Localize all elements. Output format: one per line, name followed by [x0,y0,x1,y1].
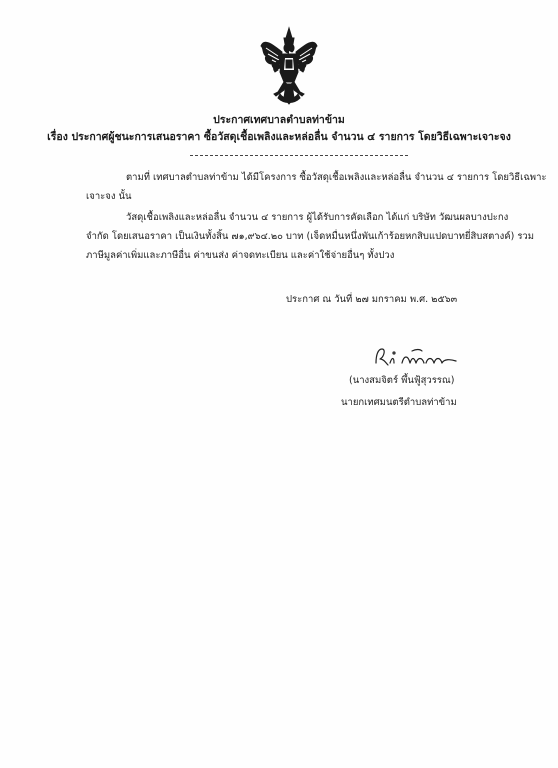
garuda-emblem-icon [260,26,318,106]
signer-name: (นางสมจิตร์ พึ้นฟู้สุวรรณ) [349,375,455,386]
document-subject: เรื่อง ประกาศผู้ชนะการเสนอราคา ซื้อวัสดุเชื้อเพลิงและหล่อลื่น จำนวน ๔ รายการ โดยวิธีเฉพาะเจาะจง [47,131,511,143]
paragraph-2-line-1: วัสดุเชื้อเพลิงและหล่อลื่น จำนวน ๔ รายการ ผู้ได้รับการคัดเลือก ได้แก่ บริษัท วัฒนผลบางปะกง [126,212,509,223]
paragraph-1-line-1: ตามที่ เทศบาลตำบลท่าข้าม ได้มีโครงการ ซื้อวัสดุเชื้อเพลิงและหล่อลื่น จำนวน ๔ รายการ โดยวิธีเฉพาะ [126,172,547,183]
paragraph-1-line-2: เจาะจง นั้น [86,191,132,202]
announcement-date: ประกาศ ณ วันที่ ๒๗ มกราคม พ.ศ. ๒๕๖๓ [286,294,458,305]
document-title: ประกาศเทศบาลตำบลท่าข้าม [213,114,345,126]
handwritten-signature [368,343,464,371]
paragraph-2-line-2: จำกัด โดยเสนอราคา เป็นเงินทั้งสิ้น ๗๑,๙๖๔.๒๐ บาท (เจ็ดหมื่นหนึ่งพันเก้าร้อยหกสิบแปดบาทยี่สิบสตางค์) รวม [86,231,535,242]
dashed-divider [190,155,408,156]
signer-position: นายกเทศมนตรีตำบลท่าข้าม [341,397,457,408]
paragraph-2-line-3: ภาษีมูลค่าเพิ่มและภาษีอื่น ค่าขนส่ง ค่าจดทะเบียน และค่าใช้จ่ายอื่นๆ ทั้งปวง [86,250,395,261]
